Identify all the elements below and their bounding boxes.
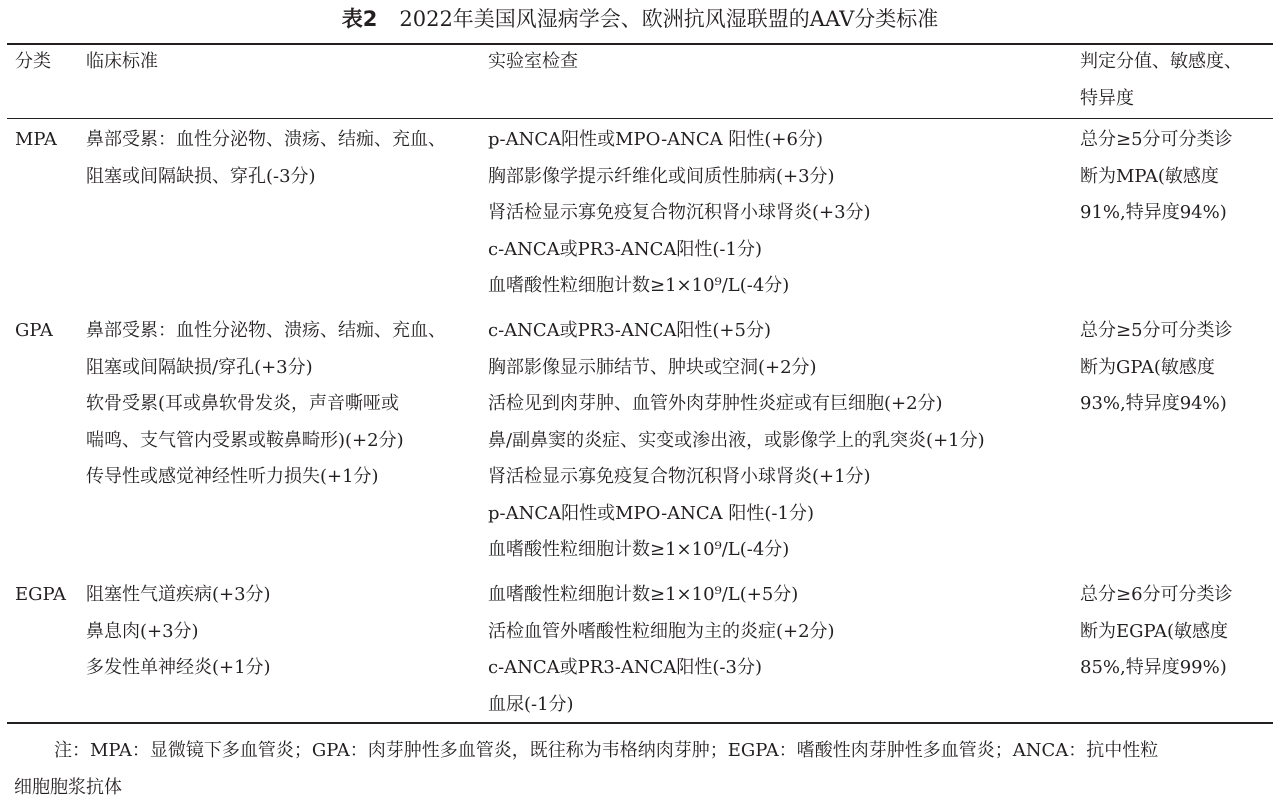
- table-title: 2022年美国风湿病学会、欧洲抗风湿联盟的AAV分类标准: [399, 7, 939, 31]
- table-row-mpa-clinical: 鼻部受累：血性分泌物、溃疡、结痂、充血、 阻塞或间隔缺损、穿孔(-3分): [86, 129, 446, 187]
- header-lab: 实验室检查: [488, 51, 578, 72]
- header-type: 分类: [15, 51, 51, 72]
- header-rule: [7, 118, 1273, 119]
- header-score: 判定分值、敏感度、 特异度: [1080, 51, 1242, 109]
- header-clinical: 临床标准: [86, 51, 158, 72]
- table-row-mpa-type: MPA: [15, 129, 57, 150]
- table-footnote: 注：MPA：显微镜下多血管炎；GPA：肉芽肿性多血管炎，既往称为韦格纳肉芽肿；EGPA：嗜酸性肉芽肿性多血管炎；ANCA：抗中性粒 细胞胞浆抗体: [14, 740, 1159, 798]
- table-row-gpa-lab: c-ANCA或PR3-ANCA阳性(+5分) 胸部影像显示肺结节、肿块或空洞(+2分) 活检见到肉芽肿、血管外肉芽肿性炎症或有巨细胞(+2分) 鼻/副鼻窦的炎症、实变或渗出液，或影像学上的乳突炎(+1分) 肾活检显示寡免疫复合物沉积肾小球肾炎(+1分) p-ANCA阳性或MPO-ANCA 阳性(-1分) 血嗜酸性粒细胞计数≥1×10⁹/L(-4分): [488, 320, 985, 560]
- table-caption: [0, 4, 1280, 34]
- table-row-gpa-score: 总分≥5分可分类诊 断为GPA(敏感度 93%,特异度94%): [1080, 320, 1233, 414]
- table-row-mpa-score: 总分≥5分可分类诊 断为MPA(敏感度 91%,特异度94%): [1080, 129, 1233, 223]
- table-label: 表2: [341, 7, 378, 31]
- table-row-egpa-clinical: 阻塞性气道疾病(+3分) 鼻息肉(+3分) 多发性单神经炎(+1分): [86, 584, 271, 678]
- table-row-gpa-type: GPA: [15, 320, 53, 341]
- table-row-egpa-type: EGPA: [15, 584, 66, 605]
- table-row-egpa-score: 总分≥6分可分类诊 断为EGPA(敏感度 85%,特异度99%): [1080, 584, 1233, 678]
- table-row-egpa-lab: 血嗜酸性粒细胞计数≥1×10⁹/L(+5分) 活检血管外嗜酸性粒细胞为主的炎症(+2分) c-ANCA或PR3-ANCA阳性(-3分) 血尿(-1分): [488, 584, 835, 715]
- table-row-gpa-clinical: 鼻部受累：血性分泌物、溃疡、结痂、充血、 阻塞或间隔缺损/穿孔(+3分) 软骨受累(耳或鼻软骨发炎，声音嘶哑或 喘鸣、支气管内受累或鞍鼻畸形)(+2分) 传导性或感觉神经性听力损失(+1分): [86, 320, 446, 487]
- table-row-mpa-lab: p-ANCA阳性或MPO-ANCA 阳性(+6分) 胸部影像学提示纤维化或间质性肺病(+3分) 肾活检显示寡免疫复合物沉积肾小球肾炎(+3分) c-ANCA或PR3-ANCA阳性(-1分) 血嗜酸性粒细胞计数≥1×10⁹/L(-4分): [488, 129, 871, 296]
